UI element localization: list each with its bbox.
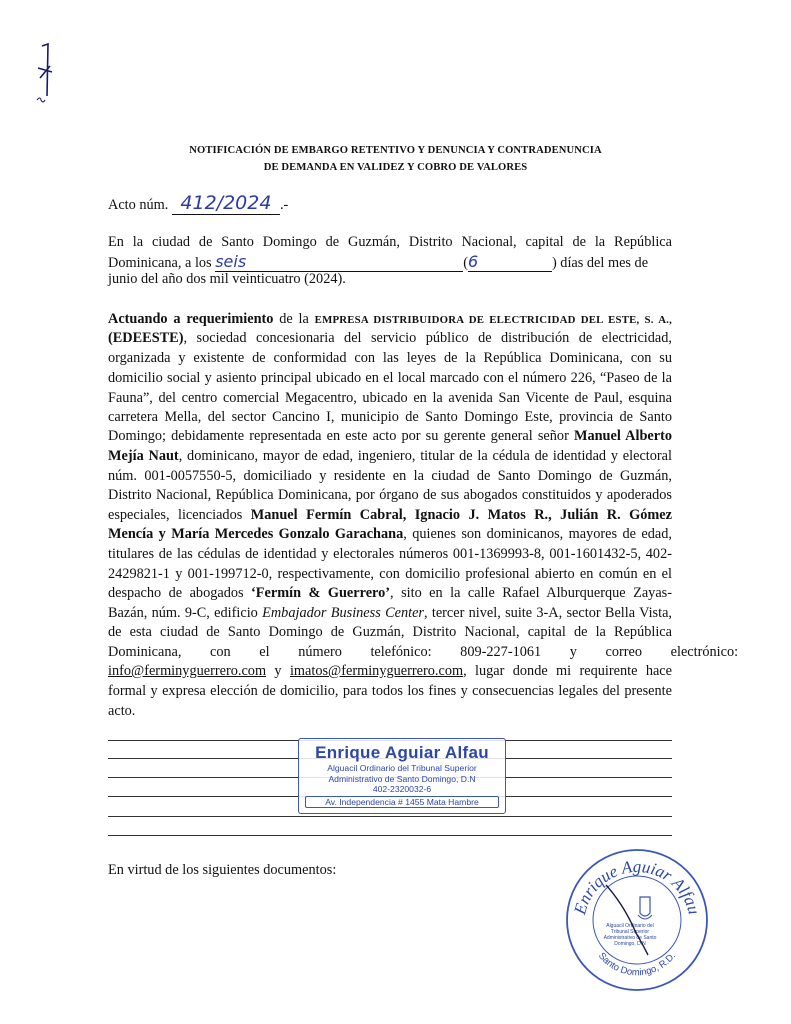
body-line-9: núm. 001-0057550-5, domiciliado y residente en la ciudad de Santo Domingo de Guzmán, (108, 468, 672, 484)
intro-line-2: Dominicana, a los seis (6 ) días del mes de (108, 252, 649, 271)
intro-line-1: En la ciudad de Santo Domingo de Guzmán, Distrito Nacional, capital de la República (108, 234, 672, 250)
blank-rule-5 (108, 816, 672, 817)
body-line-10: Distrito Nacional, República Dominicana, por órgano de sus abogados constituidos y apoderados (108, 487, 672, 503)
acto-suffix: .- (279, 197, 289, 213)
body-line-3: organizada y existente de conformidad con las leyes de la República Dominicana, con su (108, 350, 672, 366)
stamp-line-4: Av. Independencia # 1455 Mata Hambre (305, 796, 499, 809)
stamp-name: Enrique Aguiar Alfau (315, 743, 489, 762)
body-line-6: carretera Mella, del sector Cancino I, municipio de Santo Domingo Este, provincia de Santo (108, 409, 672, 425)
body-line-14: 2429821-1 y 001-199712-0, respectivamente, con domicilio profesional abierto en común en el (108, 566, 672, 582)
stamp-line-3: 402-2320032-6 (372, 784, 432, 794)
body-line-7: Domingo; debidamente representada en este acto por su gerente general señor Manuel Alberto (108, 428, 672, 444)
acto-number: 412/2024 (172, 192, 280, 215)
body-line-2: (EDEESTE), sociedad concesionaria del servicio público de distribución de electricidad, (108, 330, 672, 346)
email-link-imatos[interactable]: imatos@ferminyguerrero.com (289, 663, 464, 679)
seal-name: Enrique Aguiar Alfau (570, 856, 704, 917)
acto-label: Acto núm. (108, 197, 169, 213)
margin-handwritten-mark (28, 38, 68, 108)
stamp-line-1: Alguacil Ordinario del Tribunal Superior (327, 763, 477, 773)
body-line-17: de esta ciudad de Santo Domingo de Guzmán, Distrito Nacional, capital de la República (108, 624, 672, 640)
body-line-4: domicilio social y asiento principal ubicado en el local marcado con el número 226, “Paseo de la (108, 370, 672, 386)
seal-emblem-icon (638, 897, 652, 919)
email-link-info[interactable]: info@ferminyguerrero.com (108, 663, 267, 679)
day-words: seis (215, 252, 463, 272)
day-number: 6 (468, 252, 552, 272)
body-line-1: Actuando a requerimiento de la EMPRESA DISTRIBUIDORA DE ELECTRICIDAD DEL ESTE, S. A., (108, 311, 672, 327)
intro-line-3: junio del año dos mil veinticuatro (2024). (108, 271, 346, 287)
title-line-2: DE DEMANDA EN VALIDEZ Y COBRO DE VALORES (263, 162, 528, 173)
documents-intro: En virtud de los siguientes documentos: (108, 862, 337, 878)
stamp-line-2: Administrativo de Santo Domingo, D.N (328, 773, 476, 784)
body-line-5: Fauna”, del centro comercial Megacentro, ubicado en la avenida San Vicente de Paul, esquina (108, 390, 672, 406)
circular-seal (562, 845, 712, 995)
seal-inner-text: Alguacil Ordinario del Tribunal Superior Administrativo de Santo Domingo, D.N (603, 923, 657, 947)
body-line-19: info@ferminyguerrero.com y imatos@ferminyguerrero.com, lugar donde mi requirente hace (108, 663, 672, 679)
acto-number-row (108, 192, 288, 215)
body-line-18: Dominicana, con el número telefónico: 809-227-1061 y correo electrónico: (108, 644, 739, 660)
blank-rule-6 (108, 835, 672, 836)
company-name: EMPRESA DISTRIBUIDORA DE ELECTRICIDAD DEL ESTE, S. A., (314, 314, 672, 326)
bailiff-stamp (298, 738, 506, 814)
body-line-16: Bazán, núm. 9-C, edificio Embajador Business Center, tercer nivel, suite 3-A, sector Bella Vista, (108, 605, 672, 621)
body-line-11: especiales, licenciados Manuel Fermín Cabral, Ignacio J. Matos R., Julián R. Gómez (108, 507, 672, 523)
body-line-20: formal y expresa elección de domicilio, para todos los fines y consecuencias legales del presente (108, 683, 672, 699)
title-line-1: NOTIFICACIÓN DE EMBARGO RETENTIVO Y DENUNCIA Y CONTRADENUNCIA (189, 145, 602, 156)
body-line-13: titulares de las cédulas de identidad y electorales números 001-1369993-8, 001-1601432-5, 402- (108, 546, 672, 562)
document-title (0, 142, 791, 176)
seal-lower: Santo Domingo, R.D. (595, 950, 679, 979)
body-line-8: Mejía Naut, dominicano, mayor de edad, ingeniero, titular de la cédula de identidad y electoral (108, 448, 673, 464)
body-line-12: Mencía y María Mercedes Gonzalo Garachana, quienes son dominicanos, mayores de edad, (108, 526, 672, 542)
body-line-15: despacho de abogados ‘Fermín & Guerrero’, sito en la calle Rafael Alburquerque Zayas- (108, 585, 672, 601)
body-line-21: acto. (108, 703, 136, 719)
